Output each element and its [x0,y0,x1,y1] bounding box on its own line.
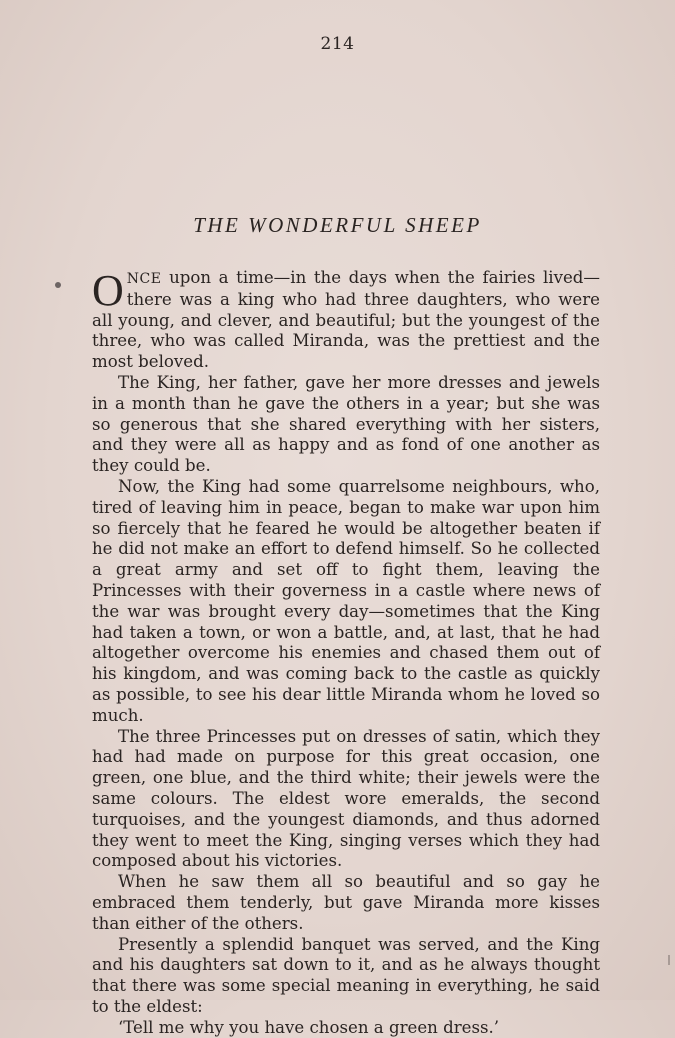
paragraph: ‘Tell me why you have chosen a green dress.’ [118,1017,500,1037]
paragraph: Presently a splendid banquet was served, and the King and his daughters sat down to it, and as he always thought that there was some special meaning in everything, he said to the eldest: [92,934,600,1016]
edge-mark [668,955,670,965]
paragraph: Now, the King had some quarrelsome neighbours, who, tired of leaving him in peace, began to make war upon him so fiercely that he feared he would be altogether beaten if he did not make an effort to defend himself. So he collected a great army and set off to fight them, leaving the Princesses with their governess in a castle where news of the war was brought every day—sometimes that the King had taken a town, or won a battle, and, at last, that he had altogether overcome his enemies and chased them out of his kingdom, and was coming back to the castle as quickly as possible, to see his dear little Miranda whom he loved so much. [92,476,600,725]
body-text [92,268,600,1038]
opening-text: upon a time—in the days when the fairies lived—there was a king who had three daughters, who were all young, and clever, and beautiful; but the youngest of the three, who was called Miranda, was the prettiest and the most beloved. [92,268,600,372]
opening-small-caps: NCE [126,271,162,287]
margin-dot [55,282,61,288]
drop-cap: O [92,266,124,315]
chapter-title: THE WONDERFUL SHEEP [193,213,482,237]
paragraph: When he saw them all so beautiful and so gay he embraced them tenderly, but gave Miranda more kisses than either of the others. [92,872,600,933]
paragraph: The King, her father, gave her more dresses and jewels in a month than he gave the others in a year; but she was so generous that she shared everything with her sisters, and they were all as happy and as fond of one another as they could be. [92,372,600,476]
page-number: 214 [320,34,355,54]
opening-paragraph [92,268,600,373]
paragraph: The three Princesses put on dresses of satin, which they had had made on purpose for this great occasion, one green, one blue, and the third white; their jewels were the same colours. The eldest wore emeralds, the second turquoises, and the youngest diamonds, and thus adorned they went to meet the King, singing verses which they had composed about his victories. [92,726,600,871]
